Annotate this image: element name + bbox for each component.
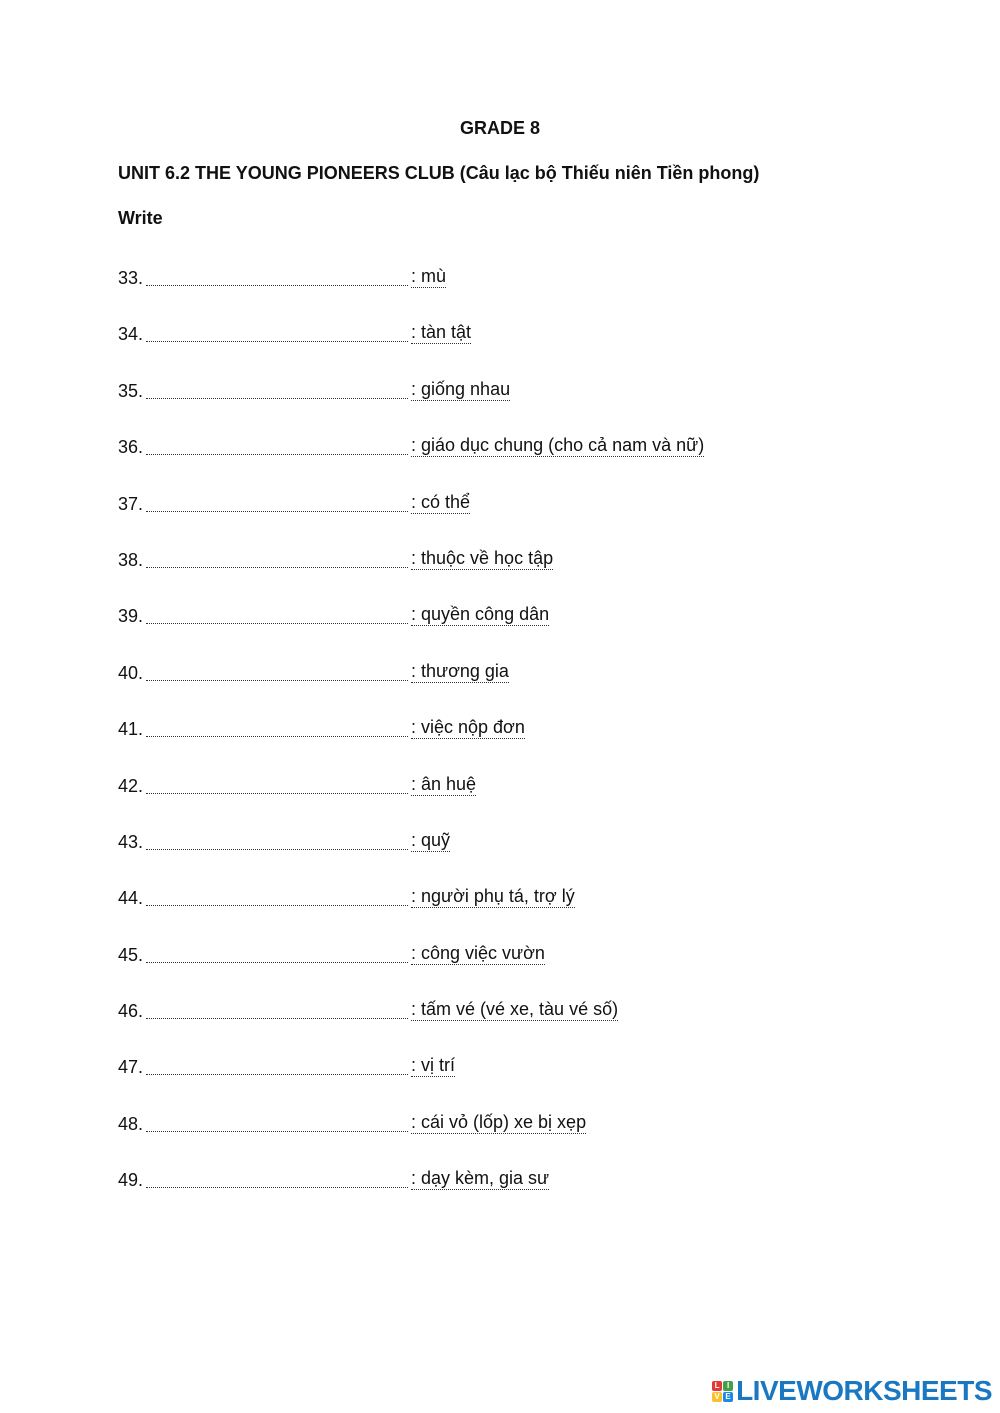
item-meaning: : quyền công dân	[411, 604, 550, 625]
item-number: 45.	[118, 944, 144, 965]
item-meaning: : quỹ	[411, 829, 451, 850]
item-number: 34.	[118, 324, 144, 345]
item-number: 47.	[118, 1057, 144, 1078]
item-number: 44.	[118, 888, 144, 909]
exercise-item	[118, 434, 878, 490]
item-meaning: : vị trí	[411, 1055, 455, 1076]
exercise-item	[118, 265, 878, 321]
logo-tile: V	[712, 1392, 722, 1402]
exercise-item	[118, 321, 878, 377]
brand-name: LIVEWORKSHEETS	[736, 1375, 992, 1406]
exercise-item	[118, 1054, 878, 1110]
answer-input[interactable]	[146, 321, 408, 342]
item-number: 36.	[118, 437, 144, 458]
answer-input[interactable]	[146, 885, 408, 906]
section-label: Write	[118, 208, 163, 228]
exercise-list	[118, 265, 878, 1224]
item-meaning: : thương gia	[411, 660, 509, 681]
answer-input[interactable]	[146, 716, 408, 737]
item-number: 38.	[118, 549, 144, 570]
exercise-item	[118, 660, 878, 716]
item-meaning: : thuộc về học tập	[411, 547, 554, 568]
item-meaning: : việc nộp đơn	[411, 717, 525, 738]
grade-heading: GRADE 8	[459, 118, 540, 138]
exercise-item	[118, 378, 878, 434]
item-meaning: : mù	[411, 266, 447, 286]
exercise-item	[118, 603, 878, 659]
answer-input[interactable]	[146, 434, 408, 455]
exercise-item	[118, 1111, 878, 1167]
item-number: 46.	[118, 1001, 144, 1022]
liveworksheets-logo-icon	[712, 1381, 733, 1402]
exercise-item	[118, 998, 878, 1054]
logo-tile: L	[712, 1381, 722, 1391]
answer-input[interactable]	[146, 773, 408, 794]
item-number: 33.	[118, 268, 144, 288]
answer-input[interactable]	[146, 942, 408, 963]
exercise-item	[118, 716, 878, 772]
answer-input[interactable]	[146, 1111, 408, 1132]
item-number: 41.	[118, 719, 144, 740]
item-meaning: : tấm vé (vé xe, tàu vé số)	[411, 999, 619, 1020]
item-number: 42.	[118, 775, 144, 796]
answer-input[interactable]	[146, 547, 408, 568]
exercise-item	[118, 491, 878, 547]
exercise-item	[118, 885, 878, 941]
answer-input[interactable]	[146, 1054, 408, 1075]
liveworksheets-brand[interactable]	[712, 1375, 992, 1407]
item-meaning: : tàn tật	[411, 322, 472, 343]
item-number: 40.	[118, 662, 144, 683]
logo-tile: I	[723, 1381, 733, 1391]
item-number: 48.	[118, 1113, 144, 1134]
unit-title: UNIT 6.2 THE YOUNG PIONEERS CLUB (Câu lạc bộ Thiếu niên Tiền phong)	[118, 163, 760, 183]
item-meaning: : ân huệ	[411, 773, 477, 794]
item-number: 43.	[118, 831, 144, 852]
item-meaning: : giống nhau	[411, 378, 511, 399]
item-number: 35.	[118, 380, 144, 401]
logo-tile: E	[723, 1392, 733, 1402]
item-meaning: : có thể	[411, 491, 471, 512]
answer-input[interactable]	[146, 265, 408, 286]
exercise-item	[118, 773, 878, 829]
answer-input[interactable]	[146, 1167, 408, 1188]
exercise-item	[118, 1167, 878, 1223]
answer-input[interactable]	[146, 378, 408, 399]
answer-input[interactable]	[146, 660, 408, 681]
item-meaning: : công việc vườn	[411, 942, 545, 963]
item-meaning: : người phụ tá, trợ lý	[411, 886, 575, 907]
item-number: 39.	[118, 606, 144, 627]
item-meaning: : cái vỏ (lốp) xe bị xẹp	[411, 1111, 587, 1132]
exercise-item	[118, 942, 878, 998]
answer-input[interactable]	[146, 998, 408, 1019]
answer-input[interactable]	[146, 491, 408, 512]
answer-input[interactable]	[146, 829, 408, 850]
item-meaning: : giáo dục chung (cho cả nam và nữ)	[411, 435, 705, 456]
item-number: 37.	[118, 493, 144, 514]
answer-input[interactable]	[146, 603, 408, 624]
item-number: 49.	[118, 1170, 144, 1191]
exercise-item	[118, 829, 878, 885]
item-meaning: : dạy kèm, gia sư	[411, 1168, 550, 1189]
exercise-item	[118, 547, 878, 603]
